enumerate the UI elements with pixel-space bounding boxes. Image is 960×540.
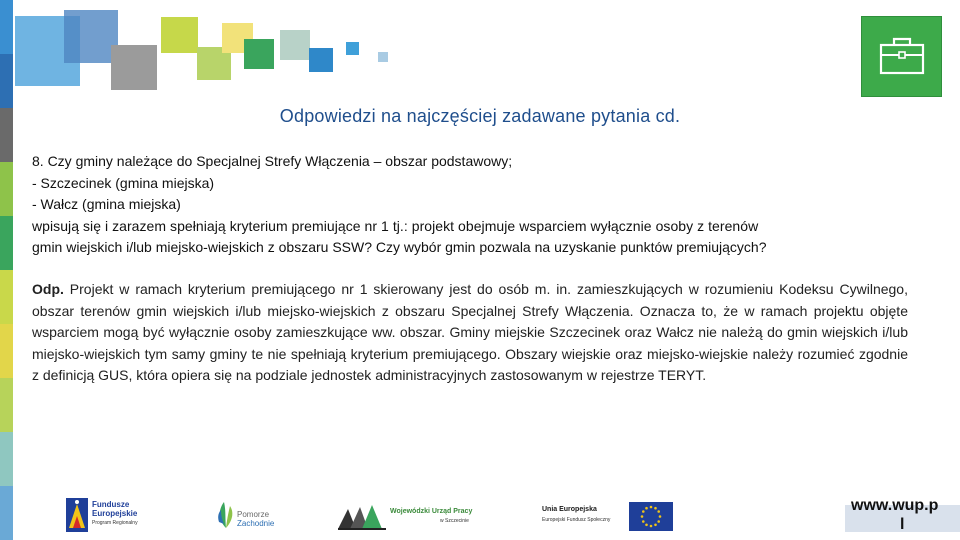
pomorze-line1: Pomorze xyxy=(237,510,270,519)
question-block xyxy=(32,151,912,259)
pomorze-zachodnie-logo xyxy=(215,500,285,532)
question-line: - Wałcz (gmina miejska) xyxy=(32,196,181,212)
fe-line1: Fundusze xyxy=(92,500,130,509)
fe-line3: Program Regionalny xyxy=(92,520,138,526)
answer-label: Odp. xyxy=(32,281,64,297)
pomorze-leaf-icon xyxy=(215,500,237,530)
wup-line1: Wojewódzki Urząd Pracy xyxy=(390,508,473,515)
wup-emblem-icon xyxy=(338,501,388,531)
fundusze-europejskie-logo xyxy=(66,496,156,534)
answer-text: Projekt w ramach kryterium premiującego nr 1 skierowany jest do osób m. in. zamieszkujących w rozumieniu Kodeksu Cywilnego, obszar terenów gmin wiejskich i/lub miejsko-wiejskich z obszaru Specjalnej Strefy Włączenia. Oznacza to, że w ramach projektu objęte wsparciem mogą być wyłącznie osoby zamieszkujące ww. obszar. Gminy miejskie Szczecinek oraz Wałcz nie należą do gmin wiejskich i/lub miejsko-wiejskich tym samy gminy te nie spełniają kryterium premiującego. Obszary wiejskie oraz miejsko-wiejskie należy rozumieć zgodnie z definicją GUS, która opiera się na podziale jednostek administracyjnych zastosowanym w rejestrze TERYT. xyxy=(32,281,908,384)
briefcase-badge xyxy=(861,16,942,97)
briefcase-icon xyxy=(862,17,941,96)
question-line: - Szczecinek (gmina miejska) xyxy=(32,174,215,191)
ue-line1: Unia Europejska xyxy=(542,506,597,513)
question-line: 8. Czy gminy należące do Specjalnej Strefy Włączenia – obszar podstawowy; xyxy=(32,153,513,169)
wup-line2: w Szczecinie xyxy=(440,518,469,524)
fe-line2: Europejskie xyxy=(92,509,138,518)
page-title: Odpowiedzi na najczęściej zadawane pytania cd. xyxy=(279,106,681,126)
eu-flag-icon xyxy=(629,502,673,531)
website-url[interactable]: www.wup.p xyxy=(851,497,939,514)
ue-line2: Europejski Fundusz Społeczny xyxy=(542,517,611,523)
question-line: gmin wiejskich i/lub miejsko-wiejskich z obszaru SSW? Czy wybór gmin pozwala na uzyskanie punktów premiujących? xyxy=(32,239,767,255)
pomorze-line2: Zachodnie xyxy=(237,519,275,528)
answer-block xyxy=(32,279,908,387)
unia-europejska-logo xyxy=(540,500,675,532)
question-line: wpisują się i zarazem spełniają kryterium premiujące nr 1 tj.: projekt obejmuje wsparciem wyłącznie osoby z terenów xyxy=(32,217,759,234)
fe-emblem-icon xyxy=(66,498,88,532)
left-color-strip xyxy=(0,0,13,540)
website-url-continuation[interactable]: l xyxy=(900,516,905,533)
wup-logo xyxy=(338,500,478,532)
